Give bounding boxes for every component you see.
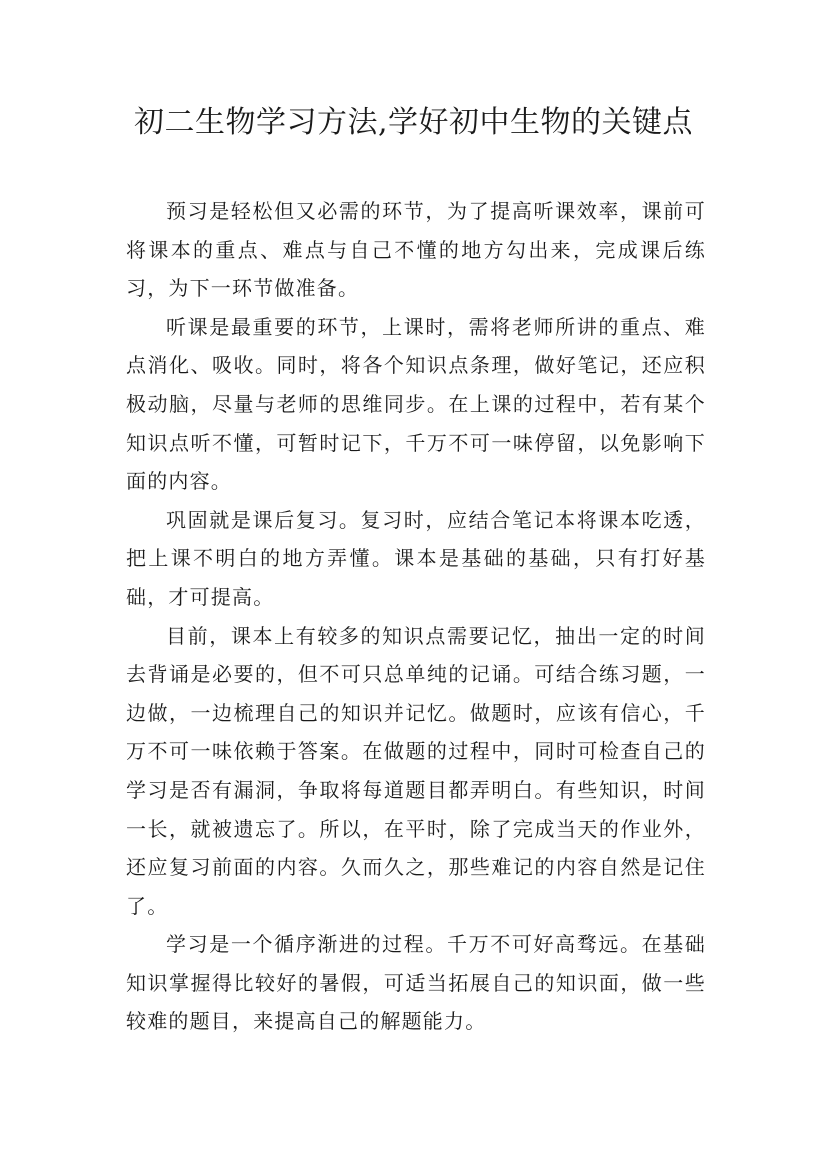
paragraph-memorization: 目前，课本上有较多的知识点需要记忆，抽出一定的时间去背诵是必要的，但不可只总单纯的记诵。可结合练习题，一边做，一边梳理自己的知识并记忆。做题时，应该有信心，千万不可一味依赖于答案。在做题的过程中，同时可检查自己的学习是否有漏洞，争取将每道题目都弄明白。有些知识，时间一长，就被遗忘了。所以，在平时，除了完成当天的作业外，还应复习前面的内容。久而久之，那些难记的内容自然是记住了。 — [126, 623, 706, 918]
paragraph-listening: 听课是最重要的环节，上课时，需将老师所讲的重点、难点消化、吸收。同时，将各个知识点条理，做好笔记，还应积极动脑，尽量与老师的思维同步。在上课的过程中，若有某个知识点听不懂，可暂时记下，千万不可一味停留，以免影响下面的内容。 — [126, 314, 706, 494]
paragraph-preview: 预习是轻松但又必需的环节，为了提高听课效率，课前可将课本的重点、难点与自己不懂的地方勾出来，完成课后练习，为下一环节做准备。 — [126, 199, 706, 301]
paragraph-progress: 学习是一个循序渐进的过程。千万不可好高骛远。在基础知识掌握得比较好的暑假，可适当拓展自己的知识面，做一些较难的题目，来提高自己的解题能力。 — [126, 932, 706, 1034]
paragraph-review: 巩固就是课后复习。复习时，应结合笔记本将课本吃透，把上课不明白的地方弄懂。课本是基础的基础，只有打好基础，才可提高。 — [126, 507, 706, 609]
document-title: 初二生物学习方法,学好初中生物的关键点 — [133, 105, 694, 140]
document-body — [126, 192, 706, 1041]
